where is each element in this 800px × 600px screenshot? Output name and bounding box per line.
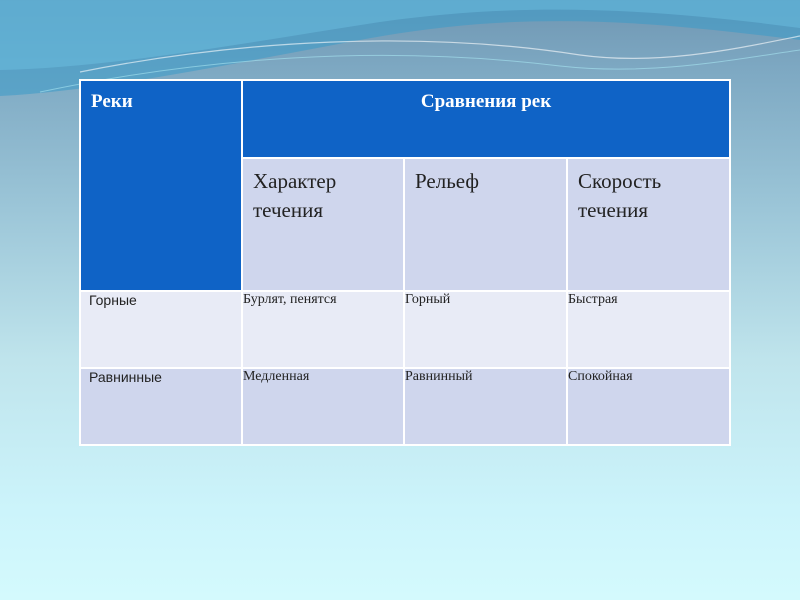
col-header-relief: Рельеф — [404, 158, 567, 291]
table-row — [80, 368, 730, 445]
table-cell: Медленная — [242, 368, 404, 445]
table-cell: Спокойная — [567, 368, 730, 445]
row-label-mountain: Горные — [80, 291, 242, 368]
table-row — [80, 291, 730, 368]
col-header-flow-character: Характер течения — [242, 158, 404, 291]
rivers-comparison-table — [79, 79, 731, 446]
table-cell: Равнинный — [404, 368, 567, 445]
col-header-flow-speed: Скорость течения — [567, 158, 730, 291]
header-comparison: Сравнения рек — [242, 80, 730, 158]
table-cell: Горный — [404, 291, 567, 368]
table-cell: Быстрая — [567, 291, 730, 368]
table-cell: Бурлят, пенятся — [242, 291, 404, 368]
header-rivers: Реки — [80, 80, 242, 291]
row-label-plain: Равнинные — [80, 368, 242, 445]
